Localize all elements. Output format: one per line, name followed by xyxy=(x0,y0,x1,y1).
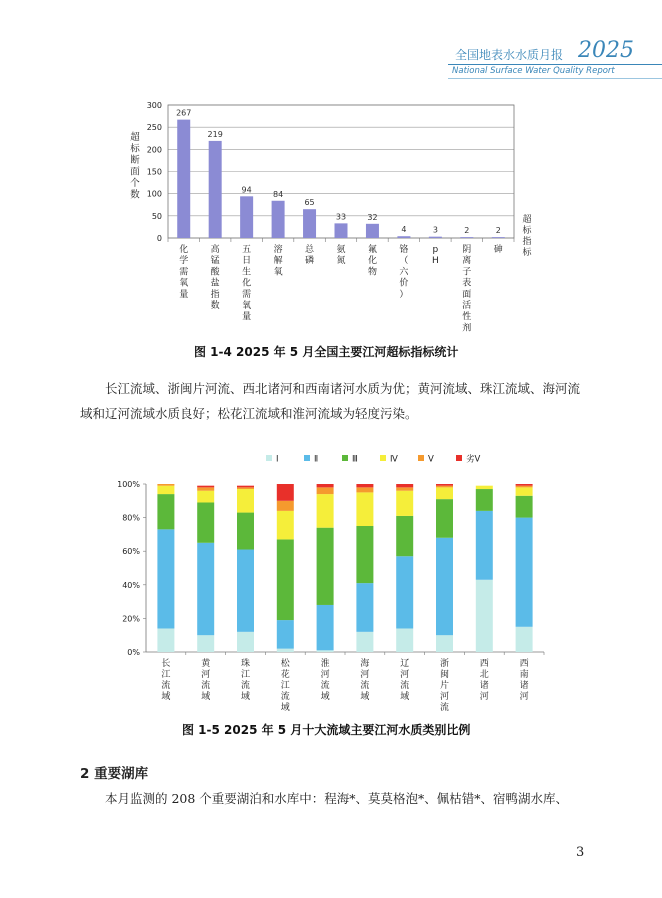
stack-segment xyxy=(436,499,453,538)
stack-segment xyxy=(157,628,174,652)
bar xyxy=(303,209,316,238)
legend-swatch xyxy=(266,455,272,461)
stack-segment xyxy=(317,487,334,494)
stack-segment xyxy=(476,580,493,652)
bar xyxy=(429,237,442,238)
stack-segment xyxy=(277,501,294,511)
stack-segment xyxy=(356,487,373,492)
report-title: 全国地表水水质月报 xyxy=(455,48,564,62)
bar xyxy=(335,223,348,238)
x-category-label-char: 锰 xyxy=(210,256,220,267)
y-tick-label: 200 xyxy=(146,145,162,155)
y-tick-label: 100% xyxy=(117,480,140,489)
x-category-label-char: 流 xyxy=(360,681,370,691)
stack-segment xyxy=(237,550,254,632)
x-category-label-char: 诸 xyxy=(519,681,529,691)
x-category-label-char: H xyxy=(431,256,439,267)
x-category-label-char: 诸 xyxy=(479,681,489,691)
stack-segment xyxy=(197,487,214,490)
y-axis-label-char: 断 xyxy=(130,155,140,166)
report-subtitle: National Surface Water Quality Report xyxy=(452,66,615,76)
stack-segment xyxy=(356,526,373,583)
x-category-label-char: p xyxy=(432,245,439,255)
x-category-label-char: 海 xyxy=(360,659,370,669)
x-category-label-char: 量 xyxy=(242,312,252,323)
page-number: 3 xyxy=(576,845,585,860)
x-category-label-char: 流 xyxy=(280,692,290,702)
x-category-label-char: 江 xyxy=(161,670,171,680)
legend-label: 劣Ⅴ xyxy=(466,454,481,465)
legend-label: Ⅱ xyxy=(314,454,319,465)
bar-value-label: 32 xyxy=(367,212,378,222)
y-tick-label: 300 xyxy=(146,101,162,110)
exceedance-bar-chart xyxy=(0,0,662,340)
stack-segment xyxy=(356,492,373,526)
x-category-label-char: 流 xyxy=(320,681,330,691)
y-axis-label-char: 标 xyxy=(130,143,140,155)
stack-segment xyxy=(436,538,453,635)
x-category-label-char: 花 xyxy=(280,670,290,680)
x-category-label-char: 性 xyxy=(462,312,472,323)
y-axis-label-char: 面 xyxy=(130,166,140,178)
y-tick-label: 250 xyxy=(146,123,162,133)
y-axis-label-char: 个 xyxy=(130,178,140,189)
stack-segment xyxy=(157,494,174,529)
stack-segment xyxy=(197,543,214,635)
x-category-label-char: 指 xyxy=(210,289,220,300)
y-tick-label: 100 xyxy=(146,189,162,199)
bar-value-label: 33 xyxy=(335,212,347,222)
x-category-label-char: 氮 xyxy=(336,256,346,267)
stack-segment xyxy=(277,539,294,620)
figure-1-5-caption: 图 1-5 2025 年 5 月十大流域主要江河水质类别比例 xyxy=(182,723,471,737)
x-category-label-char: 酸 xyxy=(210,267,220,278)
stack-segment xyxy=(237,486,254,488)
x-category-label-char: 西 xyxy=(479,659,489,669)
stack-segment xyxy=(197,491,214,503)
stack-segment xyxy=(277,484,294,501)
x-category-label-char: 江 xyxy=(240,670,251,680)
x-category-label-char: 流 xyxy=(439,703,450,713)
bar xyxy=(460,237,473,238)
x-category-label-char: 氟 xyxy=(367,245,377,255)
x-category-label-char: 河 xyxy=(479,692,489,702)
x-category-label-char: 域 xyxy=(320,692,330,702)
bar-value-label: 84 xyxy=(272,189,284,199)
legend-swatch xyxy=(342,455,348,461)
stack-segment xyxy=(157,486,174,494)
x-category-label-char: 南 xyxy=(519,670,529,680)
x-category-label-char: 阴 xyxy=(462,245,472,255)
stack-segment xyxy=(197,502,214,542)
bar-value-label: 3 xyxy=(432,225,438,235)
x-category-label-char: 河 xyxy=(320,670,330,680)
x-category-label-char: 浙 xyxy=(439,659,450,669)
figure-1-4-caption: 图 1-4 2025 年 5 月全国主要江河超标指标统计 xyxy=(194,345,459,359)
x-category-label-char: 氨 xyxy=(336,245,346,255)
stack-segment xyxy=(197,635,214,652)
legend-swatch xyxy=(304,455,310,461)
stack-segment xyxy=(516,496,533,518)
bar-value-label: 4 xyxy=(401,225,407,235)
stack-segment xyxy=(436,487,453,499)
y-tick-label: 60% xyxy=(122,547,140,557)
stack-segment xyxy=(396,556,413,628)
stack-segment xyxy=(237,632,254,652)
stack-segment xyxy=(277,620,294,649)
y-axis-label-char: 超 xyxy=(130,132,140,143)
legend-label: Ⅴ xyxy=(428,454,434,465)
bar-value-label: 65 xyxy=(304,198,315,208)
x-category-label-char: 需 xyxy=(179,267,189,278)
x-category-label-char: 域 xyxy=(201,692,211,702)
x-category-label-char: 河 xyxy=(201,670,211,680)
x-category-label-char: 磷 xyxy=(305,256,315,267)
x-category-label-char: 河 xyxy=(439,692,450,702)
stack-segment xyxy=(516,486,533,488)
x-category-label-char: 域 xyxy=(240,692,251,702)
x-category-label-char: 砷 xyxy=(493,245,503,255)
stack-segment xyxy=(277,511,294,540)
y-tick-label: 0 xyxy=(156,234,162,243)
x-category-label-char: 量 xyxy=(179,289,189,300)
stack-segment xyxy=(317,484,334,487)
x-category-label-char: （ xyxy=(399,256,409,267)
x-category-label-char: 河 xyxy=(519,692,529,702)
bar xyxy=(366,224,379,238)
stack-segment xyxy=(356,484,373,487)
stack-segment xyxy=(516,487,533,495)
stack-segment xyxy=(237,487,254,489)
stack-segment xyxy=(516,484,533,486)
stack-segment xyxy=(436,486,453,488)
x-category-label-char: 珠 xyxy=(240,659,251,669)
bar-value-label: 2 xyxy=(495,226,501,236)
stack-segment xyxy=(197,486,214,488)
x-category-label-char: 化 xyxy=(179,245,189,255)
x-category-label-char: 价 xyxy=(399,278,409,289)
x-category-label-char: 铬 xyxy=(399,245,409,255)
x-category-label-char: 学 xyxy=(179,256,189,267)
bar xyxy=(397,236,410,238)
x-category-label-char: 西 xyxy=(519,659,529,669)
x-category-label-char: 五 xyxy=(242,245,252,255)
report-year: 2025 xyxy=(578,38,634,63)
x-category-label-char: 总 xyxy=(305,245,315,255)
x-category-label-char: 离 xyxy=(462,256,472,267)
bar xyxy=(240,196,253,238)
x-category-label-char: 活 xyxy=(462,301,472,311)
y-tick-label: 50 xyxy=(151,211,162,221)
stack-segment xyxy=(436,635,453,652)
bar-value-label: 219 xyxy=(207,129,223,139)
stack-segment xyxy=(476,511,493,580)
x-category-label-char: 域 xyxy=(360,692,370,702)
section-heading: 2 重要湖库 xyxy=(80,766,149,782)
x-category-label-char: ） xyxy=(399,289,409,300)
stack-segment xyxy=(317,528,334,605)
x-category-label-char: 河 xyxy=(360,670,370,680)
x-category-label-char: 解 xyxy=(273,256,283,267)
x-category-label-char: 六 xyxy=(399,267,409,278)
x-category-label-char: 辽 xyxy=(400,659,410,669)
bar-value-label: 267 xyxy=(176,108,192,118)
stack-segment xyxy=(396,487,413,490)
stack-segment xyxy=(317,494,334,528)
x-category-label-char: 盐 xyxy=(210,278,220,289)
x-category-label-char: 淮 xyxy=(320,659,330,669)
x-category-label-char: 河 xyxy=(400,670,410,680)
x-category-label-char: 生 xyxy=(242,267,252,278)
stack-segment xyxy=(157,529,174,628)
stack-segment xyxy=(396,484,413,487)
x-category-label-char: 氧 xyxy=(273,267,283,278)
stack-segment xyxy=(317,605,334,650)
x-category-label-char: 日 xyxy=(242,256,252,267)
x-category-label-char: 表 xyxy=(462,278,472,289)
x-category-label-char: 剂 xyxy=(462,323,472,334)
legend-swatch xyxy=(418,455,424,461)
x-category-label-char: 片 xyxy=(439,681,450,691)
x-category-label-char: 化 xyxy=(367,256,377,267)
x-axis-label-char: 标 xyxy=(522,248,532,258)
x-category-label-char: 氧 xyxy=(242,301,252,311)
x-category-label-char: 流 xyxy=(201,681,211,691)
y-tick-label: 150 xyxy=(146,167,162,177)
bar xyxy=(209,141,222,238)
x-category-label-char: 域 xyxy=(400,692,410,702)
stack-segment xyxy=(516,627,533,652)
legend-swatch xyxy=(380,455,386,461)
x-axis-label-char: 超 xyxy=(522,215,532,225)
stack-segment xyxy=(396,491,413,516)
stack-segment xyxy=(396,516,413,556)
x-category-label-char: 闽 xyxy=(439,670,450,680)
x-category-label-char: 江 xyxy=(280,681,290,691)
legend-swatch xyxy=(456,455,462,461)
legend-label: Ⅳ xyxy=(390,454,398,465)
stack-segment xyxy=(157,484,174,486)
y-tick-label: 40% xyxy=(122,580,140,590)
stack-segment xyxy=(237,489,254,513)
stack-segment xyxy=(356,632,373,652)
stack-segment xyxy=(516,518,533,627)
y-tick-label: 0% xyxy=(127,648,140,657)
x-category-label-char: 物 xyxy=(367,267,377,278)
bar xyxy=(492,237,505,238)
x-category-label-char: 北 xyxy=(479,670,489,680)
x-category-label-char: 溶 xyxy=(273,245,283,255)
x-category-label-char: 域 xyxy=(161,692,171,702)
legend-label: Ⅲ xyxy=(352,454,358,465)
stack-segment xyxy=(277,649,294,652)
stack-segment xyxy=(476,486,493,489)
bar-value-label: 2 xyxy=(464,226,470,236)
x-axis-label-char: 指 xyxy=(522,237,532,247)
y-tick-label: 80% xyxy=(122,513,140,523)
x-axis-label-char: 标 xyxy=(522,226,532,236)
stack-segment xyxy=(396,628,413,652)
x-category-label-char: 松 xyxy=(280,659,290,669)
y-axis-label-char: 数 xyxy=(130,189,140,201)
stack-segment xyxy=(436,484,453,486)
x-category-label-char: 需 xyxy=(242,289,252,300)
x-category-label-char: 化 xyxy=(242,278,252,289)
x-category-label-char: 面 xyxy=(462,289,472,300)
bar-value-label: 94 xyxy=(241,185,252,195)
x-category-label-char: 子 xyxy=(462,267,472,278)
basin-class-stacked-chart xyxy=(0,440,662,715)
stack-segment xyxy=(317,650,334,652)
x-category-label-char: 氧 xyxy=(179,278,189,289)
stack-segment xyxy=(356,583,373,632)
x-category-label-char: 黄 xyxy=(201,659,211,669)
x-category-label-char: 长 xyxy=(161,659,171,669)
legend-label: Ⅰ xyxy=(276,454,279,465)
stack-segment xyxy=(476,489,493,511)
y-tick-label: 20% xyxy=(122,614,140,624)
lakes-intro-paragraph: 本月监测的 208 个重要湖泊和水库中：程海*、莫莫格泡*、佩枯错*、宿鸭湖水库、 xyxy=(105,791,569,806)
bar xyxy=(272,201,285,238)
bar xyxy=(177,120,190,238)
x-category-label-char: 数 xyxy=(210,301,220,311)
x-category-label-char: 域 xyxy=(280,703,290,713)
basin-quality-paragraph: 长江流域、浙闽片河流、西北诸河和西南诸河水质为优；黄河流域、珠江流域、海河流域和辽河流域水质良好；松花江流域和淮河流域为轻度污染。 xyxy=(80,381,581,421)
x-category-label-char: 流 xyxy=(161,681,171,691)
stack-segment xyxy=(237,513,254,550)
x-category-label-char: 流 xyxy=(400,681,410,691)
x-category-label-char: 流 xyxy=(240,681,251,691)
x-category-label-char: 高 xyxy=(210,245,220,255)
